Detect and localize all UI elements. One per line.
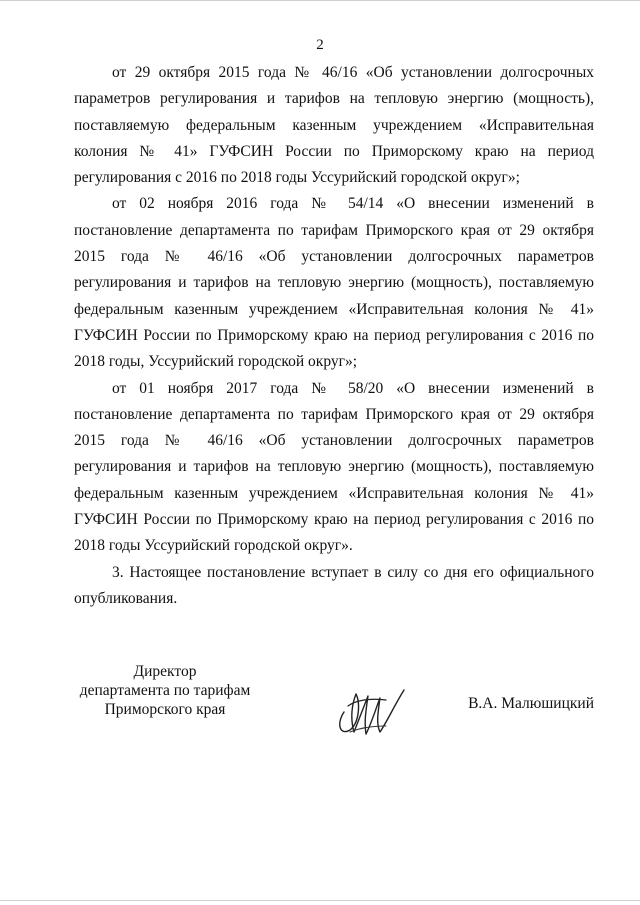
signer-position-line-2: департамента по тарифам: [79, 682, 251, 699]
document-body: [74, 60, 594, 612]
paragraph-resolution-54-14: от 02 ноября 2016 года № 54/14 «О внесении изменений в постановление департамента по тарифам Приморского края от 29 октября 2015 года № 46/16 «Об установлении долгосрочных параметров регулирования и тарифов на тепловую энергию (мощность), поставляемую федеральным казенным учреждением «Исправительная колония № 41» ГУФСИН России по Приморскому краю на период регулирования с 2016 по 2018 годы, Уссурийский городской округ»;: [74, 195, 594, 371]
paragraph-resolution-46-16: от 29 октября 2015 года № 46/16 «Об установлении долгосрочных параметров регулирования и тарифов на тепловую энергию (мощность), поставляемую федеральным казенным учреждением «Исправительная колония № 41» ГУФСИН России по Приморскому краю на период регулирования с 2016 по 2018 годы Уссурийский городской округ»;: [74, 64, 594, 187]
page-number: 2: [316, 37, 324, 53]
paragraph-resolution-58-20: от 01 ноября 2017 года № 58/20 «О внесении изменений в постановление департамента по тарифам Приморского края от 29 октября 2015 года № 46/16 «Об установлении долгосрочных параметров регулирования и тарифов на тепловую энергию (мощность), поставляемую федеральным казенным учреждением «Исправительная колония № 41» ГУФСИН России по Приморскому краю на период регулирования с 2016 по 2018 годы Уссурийский городской округ».: [74, 379, 594, 555]
signer-position: [70, 662, 260, 719]
signer-position-line-3: Приморского края: [104, 701, 226, 718]
signer-position-line-1: Директор: [133, 663, 197, 680]
paragraph-effective-date: 3. Настоящее постановление вступает в силу со дня его официального опубликования.: [74, 563, 594, 607]
handwritten-signature-icon: [330, 682, 410, 738]
bottom-scan-edge: [0, 900, 640, 901]
top-scan-edge: [0, 0, 640, 1]
signer-name: В.А. Малюшицкий: [468, 695, 594, 712]
